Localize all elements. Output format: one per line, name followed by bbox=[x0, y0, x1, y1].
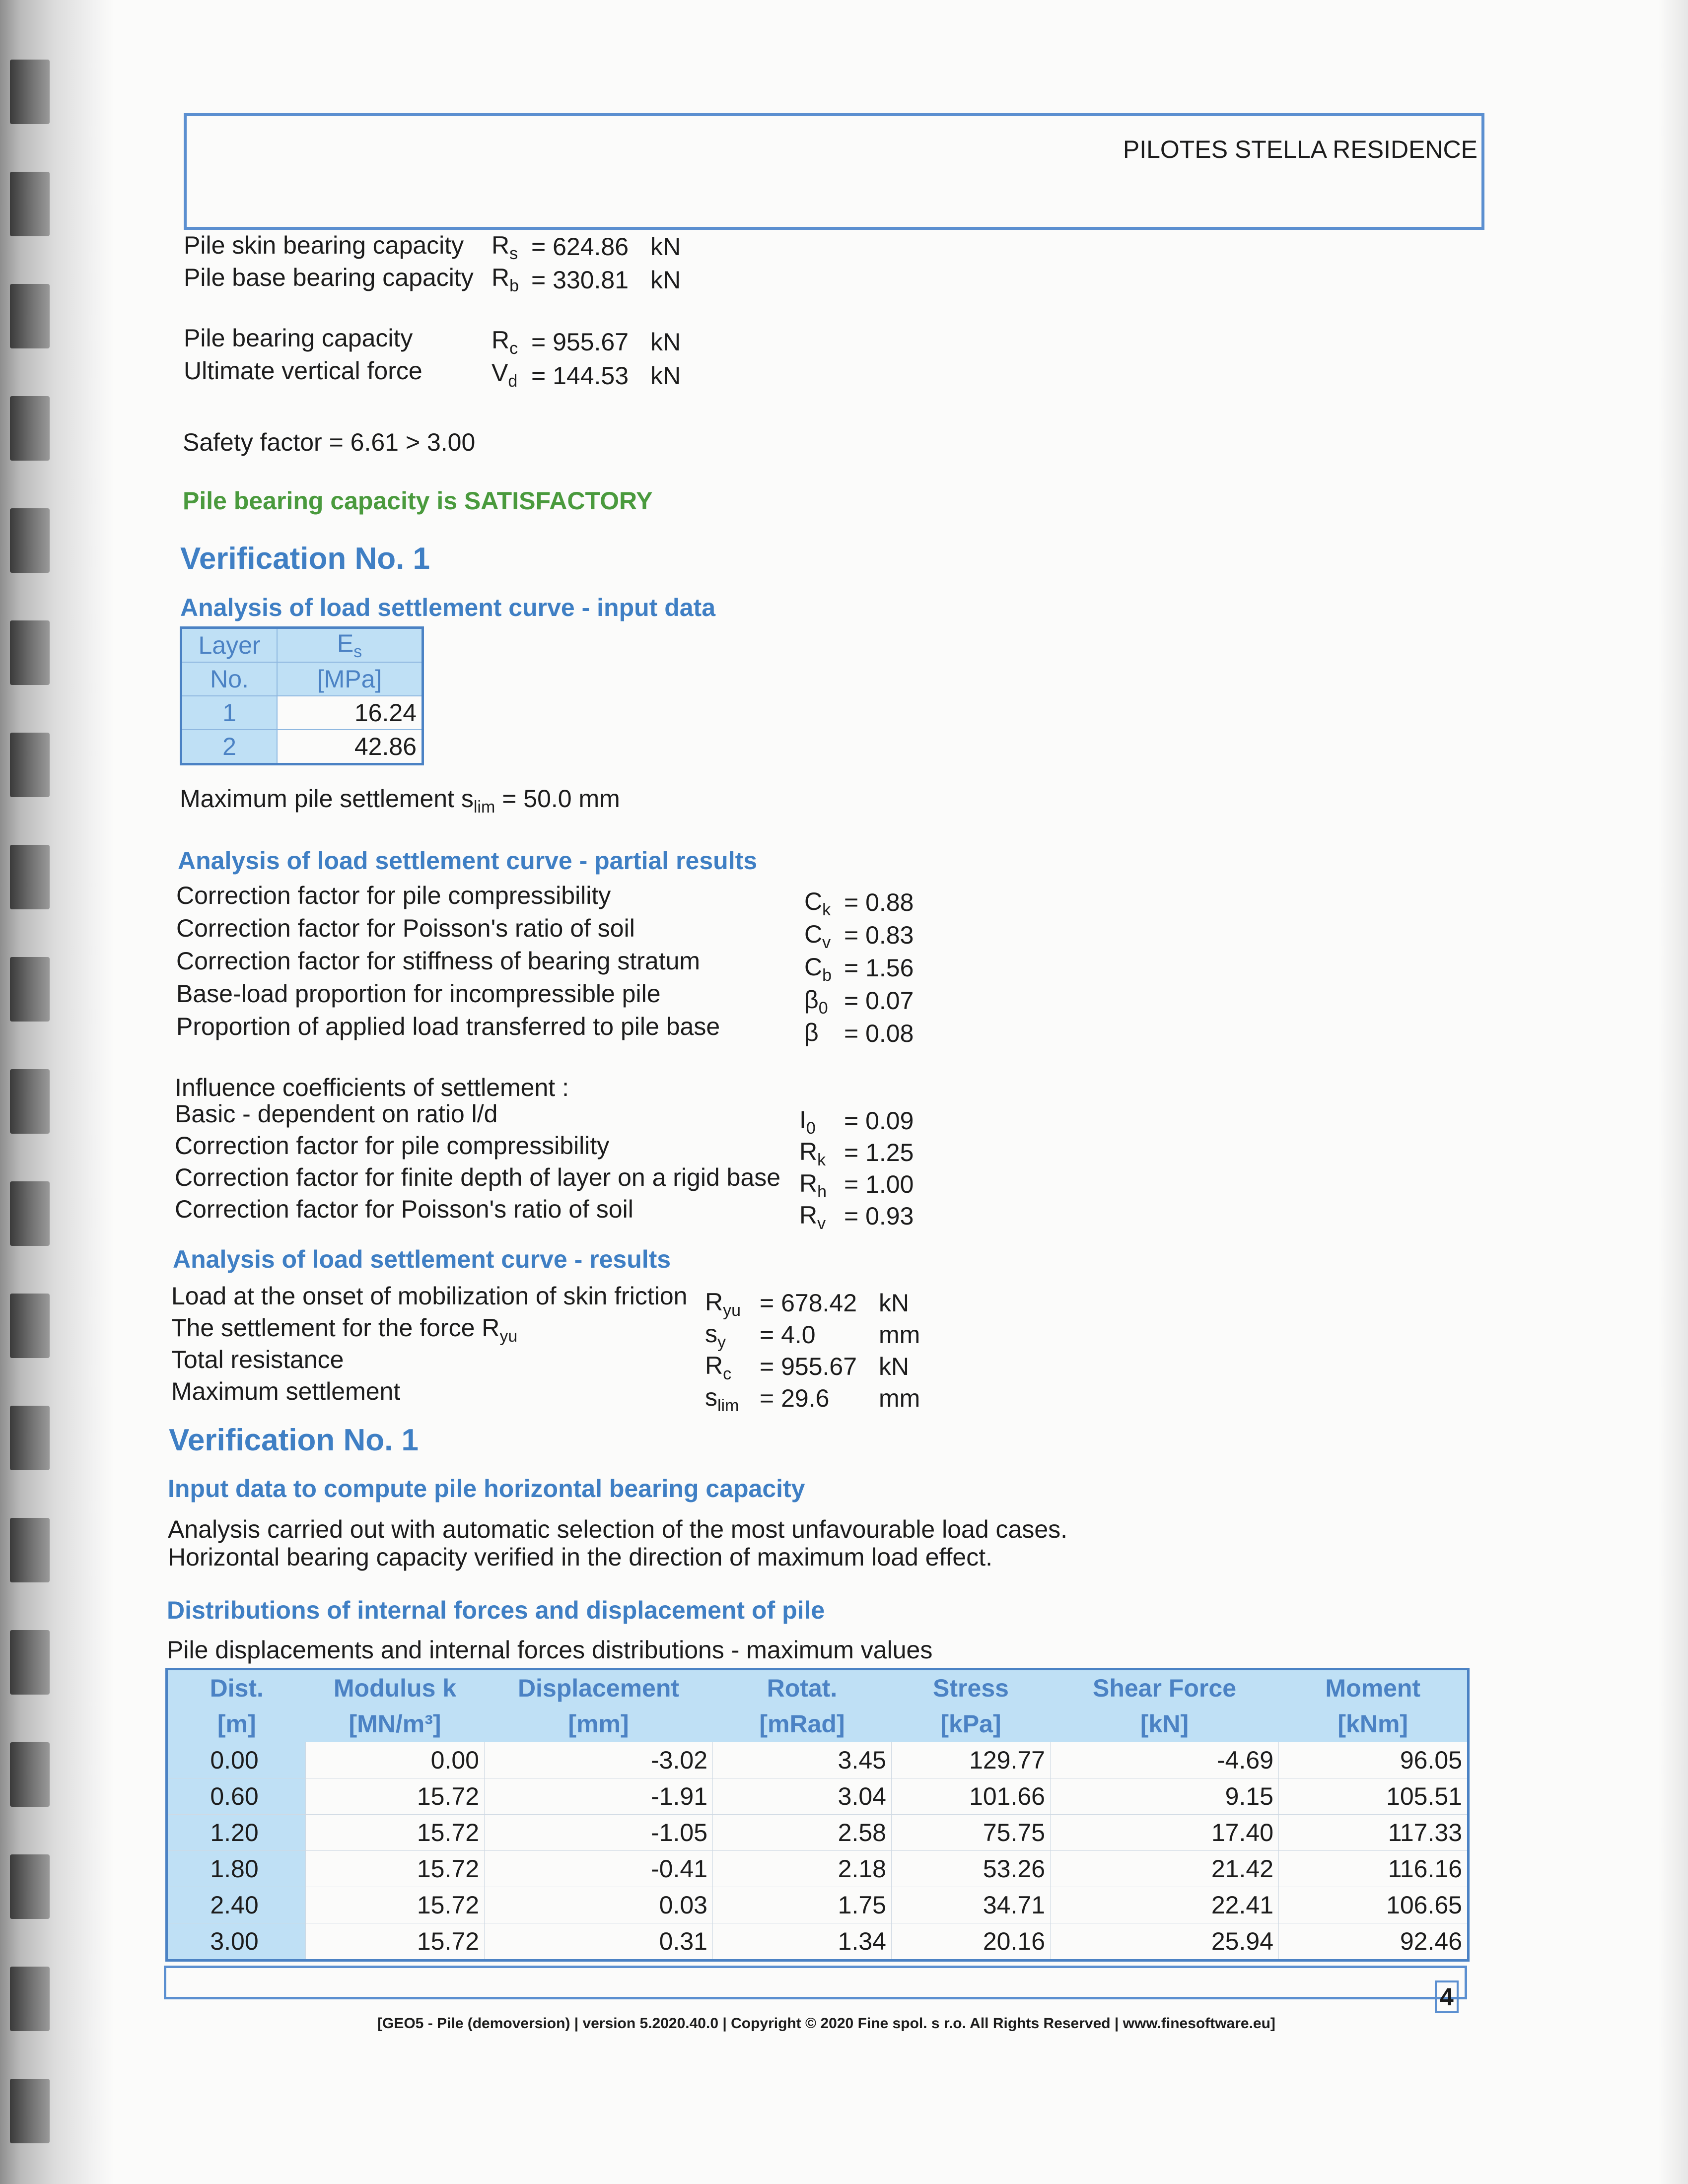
table-cell: 92.46 bbox=[1279, 1923, 1469, 1961]
table-cell: 117.33 bbox=[1279, 1815, 1469, 1851]
es-col-subscript: s bbox=[353, 642, 362, 661]
row-label-text: Maximum settlement bbox=[171, 1377, 401, 1405]
layer-es: 42.86 bbox=[277, 730, 423, 764]
es-col-unit: [MPa] bbox=[277, 662, 423, 696]
binding-ring bbox=[10, 284, 50, 348]
binding-ring bbox=[10, 1181, 50, 1246]
row-label bbox=[175, 1163, 780, 1192]
row-label-text: Base-load proportion for incompressible pile bbox=[176, 980, 661, 1008]
table-cell: 0.60 bbox=[167, 1778, 306, 1815]
row-label bbox=[175, 1131, 609, 1160]
page-number: 4 bbox=[1435, 1980, 1459, 2013]
symbol-letter: R bbox=[799, 1201, 818, 1229]
vertical-force-symbol: $V_d$ bbox=[492, 359, 518, 391]
binding-ring bbox=[10, 733, 50, 797]
row-label bbox=[176, 979, 661, 1008]
page-right-edge bbox=[1658, 0, 1688, 2184]
max-settlement-label: Maximum pile settlement s bbox=[180, 785, 474, 813]
column-header: Stress bbox=[933, 1674, 1009, 1702]
binding-ring bbox=[10, 1742, 50, 1807]
max-pile-settlement bbox=[180, 784, 620, 817]
row-label bbox=[176, 914, 635, 943]
row-symbol bbox=[804, 887, 831, 920]
table-cell: 20.16 bbox=[892, 1923, 1051, 1961]
row-symbol bbox=[804, 953, 832, 985]
row-symbol bbox=[705, 1351, 731, 1384]
input-data-heading: Analysis of load settlement curve - input data bbox=[180, 594, 716, 621]
max-settlement-sub: lim bbox=[473, 798, 495, 817]
table-cell: 96.05 bbox=[1279, 1742, 1469, 1778]
row-symbol bbox=[799, 1105, 816, 1138]
table-cell: 0.03 bbox=[485, 1887, 713, 1923]
table-cell: 15.72 bbox=[306, 1815, 485, 1851]
symbol-letter: R bbox=[705, 1352, 723, 1379]
base-capacity-label: Pile base bearing capacity bbox=[184, 264, 474, 291]
row-value: = 0.08 bbox=[844, 1020, 914, 1047]
table-row bbox=[167, 1742, 1469, 1778]
pile-capacity-label: Pile bearing capacity bbox=[184, 324, 413, 352]
row-label bbox=[171, 1282, 687, 1314]
row-label bbox=[175, 1099, 497, 1128]
results-heading: Analysis of load settlement curve - results bbox=[173, 1245, 671, 1273]
row-value: = 4.0 bbox=[760, 1321, 816, 1349]
symbol-letter: s bbox=[705, 1383, 717, 1411]
table-cell: 0.00 bbox=[306, 1742, 485, 1778]
table-cell: 129.77 bbox=[892, 1742, 1051, 1778]
row-label-text: Correction factor for Poisson's ratio of soil bbox=[176, 914, 635, 942]
table-cell: -1.05 bbox=[485, 1815, 713, 1851]
binding-ring bbox=[10, 845, 50, 909]
row-value: = 1.56 bbox=[844, 954, 914, 982]
row-unit: kN bbox=[879, 1289, 910, 1317]
table-cell: 1.80 bbox=[167, 1851, 306, 1887]
binding-ring bbox=[10, 396, 50, 461]
table-cell: 0.31 bbox=[485, 1923, 713, 1961]
table-cell: 1.34 bbox=[713, 1923, 892, 1961]
table-row bbox=[167, 1923, 1469, 1961]
symbol-letter: I bbox=[799, 1106, 806, 1134]
column-unit: [kNm] bbox=[1337, 1710, 1408, 1738]
skin-capacity-unit: kN bbox=[650, 233, 681, 261]
base-capacity-symbol: $R_b$ bbox=[492, 264, 519, 295]
table-row bbox=[167, 1778, 1469, 1815]
row-unit: mm bbox=[879, 1321, 920, 1349]
binding-ring bbox=[10, 1294, 50, 1358]
row-label-text: Total resistance bbox=[171, 1346, 344, 1373]
influence-heading: Influence coefficients of settlement : bbox=[175, 1074, 569, 1101]
table-cell: 75.75 bbox=[892, 1815, 1051, 1851]
row-value: = 1.00 bbox=[844, 1170, 914, 1198]
binding-ring bbox=[10, 60, 50, 124]
symbol-subscript: b bbox=[822, 966, 832, 985]
layer-no: 2 bbox=[181, 730, 278, 764]
table-cell: 25.94 bbox=[1051, 1923, 1279, 1961]
symbol-letter: R bbox=[705, 1288, 723, 1316]
forces-table-header bbox=[167, 1669, 1469, 1706]
table-cell: 1.20 bbox=[167, 1815, 306, 1851]
row-label-text: Load at the onset of mobilization of skin friction bbox=[171, 1282, 688, 1310]
table-caption: Pile displacements and internal forces distributions - maximum values bbox=[167, 1636, 933, 1664]
table-cell: -0.41 bbox=[485, 1851, 713, 1887]
symbol-letter: R bbox=[799, 1169, 818, 1197]
symbol-subscript: 0 bbox=[818, 999, 828, 1018]
row-label-text: Correction factor for pile compressibility bbox=[176, 882, 611, 909]
symbol-subscript: 0 bbox=[806, 1119, 816, 1138]
base-capacity-unit: kN bbox=[650, 266, 681, 294]
table-cell: 1.75 bbox=[713, 1887, 892, 1923]
table-cell: 2.40 bbox=[167, 1887, 306, 1923]
binding-ring bbox=[10, 1406, 50, 1470]
forces-table-units bbox=[167, 1706, 1469, 1742]
es-col-title: E bbox=[337, 629, 354, 657]
binding-ring bbox=[10, 1518, 50, 1582]
symbol-letter: R bbox=[799, 1138, 818, 1165]
capacity-status: Pile bearing capacity is SATISFACTORY bbox=[183, 487, 653, 515]
binding-ring bbox=[10, 1630, 50, 1695]
symbol-subscript: c bbox=[723, 1365, 732, 1383]
symbol-subscript: lim bbox=[717, 1396, 739, 1415]
header-frame bbox=[184, 113, 1484, 230]
symbol-letter: β bbox=[804, 986, 819, 1014]
table-cell: 3.00 bbox=[167, 1923, 306, 1961]
symbol-letter: C bbox=[804, 953, 823, 981]
table-cell: -3.02 bbox=[485, 1742, 713, 1778]
vertical-force-label: Ultimate vertical force bbox=[184, 357, 422, 385]
verification-heading: Verification No. 1 bbox=[180, 542, 430, 576]
column-header: Displacement bbox=[517, 1674, 680, 1702]
row-value: = 1.25 bbox=[844, 1139, 914, 1166]
table-row bbox=[167, 1887, 1469, 1923]
row-value: = 29.6 bbox=[760, 1384, 830, 1412]
row-symbol bbox=[804, 1018, 819, 1051]
footer-frame bbox=[164, 1966, 1467, 1999]
table-row bbox=[181, 730, 423, 764]
project-title: PILOTES STELLA RESIDENCE bbox=[1123, 136, 1477, 163]
symbol-subscript: k bbox=[817, 1151, 826, 1169]
binding-ring bbox=[10, 2079, 50, 2143]
row-label-text: Correction factor for pile compressibility bbox=[175, 1132, 610, 1160]
row-label bbox=[176, 1012, 720, 1041]
layer-es: 16.24 bbox=[277, 696, 423, 730]
row-symbol bbox=[705, 1383, 739, 1416]
forces-table bbox=[165, 1668, 1470, 1962]
table-cell: 3.04 bbox=[713, 1778, 892, 1815]
table-cell: 22.41 bbox=[1051, 1887, 1279, 1923]
row-label bbox=[176, 881, 611, 910]
row-label bbox=[176, 947, 700, 975]
row-value: = 0.88 bbox=[844, 888, 914, 916]
table-cell: 3.45 bbox=[713, 1742, 892, 1778]
table-cell: 15.72 bbox=[306, 1887, 485, 1923]
column-unit: [mm] bbox=[568, 1710, 629, 1738]
row-value: = 0.83 bbox=[844, 921, 914, 949]
row-label-text: Correction factor for stiffness of bearing stratum bbox=[176, 947, 701, 975]
layer-col-unit: No. bbox=[181, 662, 278, 696]
layer-table-units bbox=[181, 662, 423, 696]
column-header: Dist. bbox=[210, 1674, 264, 1702]
row-unit: kN bbox=[879, 1353, 910, 1380]
table-cell: 2.18 bbox=[713, 1851, 892, 1887]
column-unit: [MN/m³] bbox=[349, 1710, 441, 1738]
binding-ring bbox=[10, 957, 50, 1022]
symbol-subscript: y bbox=[717, 1333, 726, 1352]
row-label-text: Basic - dependent on ratio l/d bbox=[175, 1100, 498, 1128]
row-value: = 678.42 bbox=[760, 1289, 857, 1317]
row-value: = 0.07 bbox=[844, 987, 914, 1015]
table-cell: 9.15 bbox=[1051, 1778, 1279, 1815]
row-unit: mm bbox=[879, 1384, 920, 1412]
verification-heading-2: Verification No. 1 bbox=[169, 1423, 419, 1457]
skin-capacity-value: = 624.86 bbox=[531, 233, 629, 261]
row-label bbox=[175, 1195, 633, 1224]
binding-ring bbox=[10, 620, 50, 685]
analysis-line-1: Analysis carried out with automatic selection of the most unfavourable load cases. bbox=[168, 1515, 1068, 1543]
table-cell: 34.71 bbox=[892, 1887, 1051, 1923]
layer-table bbox=[180, 626, 424, 765]
table-row bbox=[181, 696, 423, 730]
table-cell: 17.40 bbox=[1051, 1815, 1279, 1851]
layer-no: 1 bbox=[181, 696, 278, 730]
row-label-text: Correction factor for finite depth of layer on a rigid base bbox=[175, 1163, 781, 1191]
table-cell: -4.69 bbox=[1051, 1742, 1279, 1778]
table-cell: 15.72 bbox=[306, 1923, 485, 1961]
layer-col-title: Layer bbox=[198, 631, 261, 659]
binding-ring bbox=[10, 508, 50, 573]
table-row bbox=[167, 1851, 1469, 1887]
column-header: Rotat. bbox=[767, 1674, 838, 1702]
row-symbol bbox=[804, 920, 831, 953]
horizontal-input-heading: Input data to compute pile horizontal bearing capacity bbox=[168, 1475, 805, 1502]
table-cell: 101.66 bbox=[892, 1778, 1051, 1815]
column-unit: [mRad] bbox=[759, 1710, 845, 1738]
row-label bbox=[171, 1345, 344, 1378]
row-label bbox=[171, 1377, 400, 1410]
forces-table-body bbox=[167, 1742, 1469, 1961]
distributions-heading: Distributions of internal forces and displacement of pile bbox=[167, 1596, 825, 1624]
table-cell: 116.16 bbox=[1279, 1851, 1469, 1887]
row-label-text: The settlement for the force R bbox=[171, 1314, 500, 1342]
symbol-subscript: v bbox=[817, 1214, 826, 1233]
layer-table-header bbox=[181, 628, 423, 663]
symbol-letter: C bbox=[804, 920, 823, 948]
row-value: = 0.09 bbox=[844, 1107, 914, 1135]
pile-capacity-value: = 955.67 bbox=[531, 328, 629, 356]
row-label bbox=[171, 1313, 517, 1346]
table-cell: 106.65 bbox=[1279, 1887, 1469, 1923]
table-cell: 21.42 bbox=[1051, 1851, 1279, 1887]
symbol-subscript: yu bbox=[723, 1301, 741, 1320]
table-cell: 15.72 bbox=[306, 1778, 485, 1815]
pile-capacity-unit: kN bbox=[650, 328, 681, 356]
layer-col-header bbox=[181, 628, 278, 663]
row-symbol bbox=[799, 1137, 826, 1170]
copyright-line: [GEO5 - Pile (demoversion) | version 5.2020.40.0 | Copyright © 2020 Fine spol. s r.o. All Rights Reserved | www.finesoftware.eu] bbox=[377, 2015, 1275, 2032]
table-cell: 53.26 bbox=[892, 1851, 1051, 1887]
analysis-line-2: Horizontal bearing capacity verified in the direction of maximum load effect. bbox=[168, 1543, 993, 1571]
binding-ring bbox=[10, 1854, 50, 1919]
column-unit: [m] bbox=[217, 1710, 256, 1738]
vertical-force-unit: kN bbox=[650, 362, 681, 390]
row-symbol bbox=[799, 1169, 827, 1202]
pile-capacity-symbol: $R_c$ bbox=[492, 326, 518, 358]
row-symbol bbox=[804, 985, 828, 1018]
column-unit: [kN] bbox=[1140, 1710, 1189, 1738]
column-header: Moment bbox=[1325, 1674, 1421, 1702]
vertical-force-value: = 144.53 bbox=[531, 362, 629, 390]
table-cell: 0.00 bbox=[167, 1742, 306, 1778]
column-unit: [kPa] bbox=[940, 1710, 1001, 1738]
binding-ring bbox=[10, 1069, 50, 1134]
table-row bbox=[167, 1815, 1469, 1851]
partial-results-heading: Analysis of load settlement curve - partial results bbox=[178, 847, 758, 875]
es-col-header bbox=[277, 628, 423, 663]
table-cell: 15.72 bbox=[306, 1851, 485, 1887]
row-symbol bbox=[705, 1319, 726, 1352]
symbol-subscript: k bbox=[822, 900, 831, 919]
row-symbol bbox=[799, 1201, 826, 1233]
row-value: = 955.67 bbox=[760, 1353, 857, 1380]
skin-capacity-label: Pile skin bearing capacity bbox=[184, 231, 464, 259]
symbol-letter: β bbox=[804, 1019, 819, 1046]
row-label-text: Proportion of applied load transferred to pile base bbox=[176, 1013, 720, 1040]
max-settlement-value: = 50.0 mm bbox=[502, 785, 620, 813]
table-cell: 105.51 bbox=[1279, 1778, 1469, 1815]
base-capacity-value: = 330.81 bbox=[531, 266, 629, 294]
binding-ring bbox=[10, 1967, 50, 2031]
row-value: = 0.93 bbox=[844, 1202, 914, 1230]
symbol-letter: C bbox=[804, 887, 823, 915]
row-label-subscript: yu bbox=[499, 1327, 518, 1346]
row-symbol bbox=[705, 1288, 741, 1320]
binding-ring bbox=[10, 172, 50, 236]
column-header: Modulus k bbox=[333, 1674, 457, 1702]
safety-factor: Safety factor = 6.61 > 3.00 bbox=[183, 428, 476, 456]
symbol-letter: s bbox=[705, 1320, 717, 1348]
symbol-subscript: v bbox=[822, 933, 831, 952]
table-cell: 2.58 bbox=[713, 1815, 892, 1851]
column-header: Shear Force bbox=[1092, 1674, 1236, 1702]
skin-capacity-symbol: $R_s$ bbox=[492, 231, 518, 263]
symbol-subscript: h bbox=[817, 1182, 827, 1201]
row-label-text: Correction factor for Poisson's ratio of soil bbox=[175, 1195, 633, 1223]
table-cell: -1.91 bbox=[485, 1778, 713, 1815]
